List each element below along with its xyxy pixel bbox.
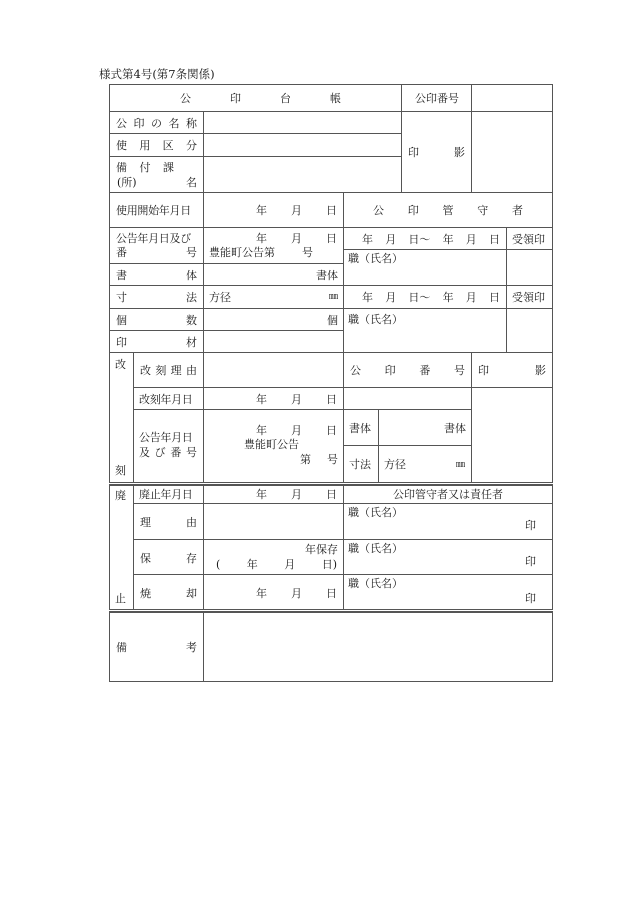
label-text: 年 <box>256 488 267 501</box>
label-text: 号 <box>327 453 338 466</box>
receipt-seal-field-1[interactable] <box>506 249 553 286</box>
label-text: 公 <box>350 364 361 377</box>
seal-impression-label <box>401 111 472 193</box>
label-text: 印 <box>133 117 145 130</box>
recarving-dimension-field[interactable] <box>378 445 472 483</box>
label-text: 年 <box>256 424 267 437</box>
recarving-side-label <box>109 352 134 483</box>
label-text: 月 <box>465 291 477 304</box>
label-text: ㎜ <box>328 292 338 302</box>
label-text: 数 <box>186 314 197 327</box>
label-text: 及 <box>139 446 150 459</box>
label-text: 書体 <box>349 422 371 435</box>
incineration-date-field[interactable] <box>203 574 344 610</box>
label-text: 日 <box>326 204 337 217</box>
remarks-label <box>109 612 204 682</box>
custodian-header <box>343 192 553 228</box>
label-text: 番 <box>419 364 431 377</box>
recarving-announce-field[interactable] <box>203 409 344 483</box>
material-label <box>109 330 204 353</box>
label-text: 理 <box>170 364 182 377</box>
label-text: 印 <box>478 364 489 377</box>
label-text: 職（氏名） <box>348 252 403 265</box>
recarving-date-label <box>133 387 204 410</box>
label-text: 改 <box>115 358 126 371</box>
seal-impression-field[interactable] <box>471 111 553 193</box>
label-text: 改 <box>140 364 151 377</box>
label-text: 方径 <box>384 458 406 471</box>
label-text: 焼 <box>140 587 151 600</box>
recarving-date-field[interactable] <box>203 387 344 410</box>
label-text: 個 <box>327 314 338 327</box>
label-text: 存 <box>186 552 197 565</box>
typeface-field[interactable] <box>203 263 344 286</box>
label-text: 課 <box>163 161 174 174</box>
label-text: 印 <box>407 204 419 217</box>
label-text: 受領印 <box>512 233 545 246</box>
label-text: 月 <box>291 232 302 245</box>
seal-mark: 印 <box>525 592 536 605</box>
label-text: 付 <box>139 161 151 174</box>
label-text: 廃止年月日 <box>139 488 193 501</box>
label-text: 月 <box>284 558 296 571</box>
announcement-label <box>109 227 204 264</box>
usage-start-date-field[interactable] <box>203 192 344 228</box>
seal-name-field[interactable] <box>203 111 402 134</box>
label-text: 備 <box>116 641 127 654</box>
custodian-name-field-1[interactable] <box>343 249 507 286</box>
label-text: び <box>154 446 166 459</box>
label-text: 影 <box>454 146 465 159</box>
recarving-typeface-field[interactable] <box>378 409 472 446</box>
recarving-dimension-label <box>343 445 379 483</box>
label-text: 年 <box>256 587 267 600</box>
label-text: 月 <box>385 233 397 246</box>
label-text: 名 <box>186 176 197 189</box>
incineration-label <box>133 574 204 610</box>
label-text: 公 <box>116 117 127 130</box>
label-text: 日 <box>326 393 337 406</box>
label-text: 年 <box>362 291 373 304</box>
label-text: 年 <box>256 393 267 406</box>
abolition-date-label <box>133 485 204 504</box>
label-text: 年 <box>442 291 454 304</box>
label-text: 公印番号 <box>415 92 459 105</box>
recarving-typeface-label <box>343 409 379 446</box>
label-text: 個 <box>116 314 127 327</box>
label-text: 豊能町公告第 <box>209 246 275 259</box>
label-text: 守 <box>477 204 489 217</box>
label-text: 年 <box>246 558 258 571</box>
label-text: 寸法 <box>349 458 371 471</box>
label-text: 寸 <box>116 291 127 304</box>
label-text: 材 <box>186 336 197 349</box>
label-text: 日 <box>326 424 337 437</box>
label-text: 由 <box>185 364 197 377</box>
seal-mark: 印 <box>525 519 536 532</box>
label-text: 書体 <box>444 422 466 435</box>
label-text: 区 <box>162 139 174 152</box>
custodian-period-1[interactable] <box>343 227 507 250</box>
label-text: 公 <box>373 204 384 217</box>
responsible-name-field-3[interactable] <box>343 574 553 610</box>
dimensions-label <box>109 285 204 309</box>
label-text: の <box>151 117 162 130</box>
title-char: 公 <box>180 92 191 105</box>
label-text: 名 <box>168 117 180 130</box>
label-text: 備 <box>116 161 127 174</box>
title-char: 印 <box>230 92 241 105</box>
label-text: 番 <box>170 446 182 459</box>
label-text: 公告年月日及び <box>116 232 191 245</box>
label-text: 保 <box>140 552 151 565</box>
label-text: 年 <box>256 204 267 217</box>
label-text: 月 <box>291 488 302 501</box>
label-text: 影 <box>535 364 546 377</box>
label-text: 公印管守者又は責任者 <box>393 488 503 501</box>
title-char: 台 <box>280 92 291 105</box>
label-text: 日 <box>326 587 337 600</box>
abolition-side-label <box>109 485 134 610</box>
label-text: 月 <box>385 291 397 304</box>
label-text: 印 <box>408 146 419 159</box>
label-text: 公告年月日 <box>139 431 193 444</box>
label-text: 日 <box>488 291 500 304</box>
receipt-seal-label-1 <box>506 227 553 250</box>
label-text: 由 <box>186 516 197 529</box>
recarving-announce-label <box>133 409 204 483</box>
label-text: 職（氏名） <box>348 313 403 326</box>
storage-field[interactable] <box>203 539 344 575</box>
receipt-seal-field-2[interactable] <box>506 308 553 353</box>
material-field[interactable] <box>203 330 344 353</box>
recarving-seal-number-label <box>343 352 472 388</box>
recarving-impression-field[interactable] <box>471 387 553 483</box>
label-text: 番 <box>116 246 127 259</box>
label-text: 考 <box>186 641 197 654</box>
label-text: 職（氏名） <box>348 577 403 590</box>
custodian-name-field-2[interactable] <box>343 308 507 353</box>
label-text: 使用開始年月日 <box>116 204 191 217</box>
label-text: ㎜ <box>455 460 465 470</box>
label-text: (所) <box>117 176 137 189</box>
label-text: 書体 <box>316 269 338 282</box>
label-text: 年 <box>256 232 267 245</box>
responsible-header <box>343 485 553 504</box>
recarving-reason-field[interactable] <box>203 352 344 388</box>
quantity-label <box>109 308 204 331</box>
label-text: 刻 <box>155 364 167 377</box>
abolition-reason-label <box>133 503 204 540</box>
label-text: 刻 <box>115 464 126 477</box>
typeface-label <box>109 263 204 286</box>
custodian-period-2[interactable] <box>343 285 507 309</box>
label-text: 号 <box>186 246 197 259</box>
label-text: 理 <box>140 516 151 529</box>
quantity-field[interactable] <box>203 308 344 331</box>
department-field[interactable] <box>203 156 402 193</box>
receipt-seal-label-2 <box>506 285 553 309</box>
recarving-impression-label <box>471 352 553 388</box>
label-text: 号 <box>302 246 313 259</box>
label-text: 月 <box>465 233 477 246</box>
storage-label <box>133 539 204 575</box>
label-text: 年 <box>362 233 373 246</box>
seal-name-label <box>109 111 204 134</box>
dimensions-field[interactable] <box>203 285 344 309</box>
label-text: 分 <box>185 139 197 152</box>
abolition-date-field[interactable] <box>203 485 344 504</box>
label-text: 者 <box>512 204 523 217</box>
seal-number-label <box>401 84 472 112</box>
label-text: 職（氏名） <box>348 542 403 555</box>
label-text: 却 <box>186 587 197 600</box>
announcement-field[interactable] <box>203 227 344 264</box>
label-text: 日～ <box>408 291 431 304</box>
label-text: 法 <box>186 291 197 304</box>
label-text: 号 <box>453 364 465 377</box>
label-text: 年 <box>442 233 454 246</box>
label-text: 称 <box>186 117 197 130</box>
title-char: 帳 <box>330 92 341 105</box>
usage-category-field[interactable] <box>203 133 402 157</box>
label-text: ( <box>216 558 221 571</box>
label-text: 豊能町公告 <box>244 438 299 451</box>
label-text: 月 <box>291 424 302 437</box>
label-text: 日 <box>488 233 500 246</box>
form-caption: 様式第4号(第7条関係) <box>99 67 215 81</box>
usage-category-label <box>109 133 204 157</box>
seal-mark: 印 <box>525 555 536 568</box>
label-text: 用 <box>139 139 151 152</box>
label-text: 書 <box>116 269 127 282</box>
label-text: 方径 <box>209 291 231 304</box>
label-text: 日) <box>321 558 337 571</box>
label-text: 日～ <box>408 233 431 246</box>
responsible-name-field-1[interactable] <box>343 503 553 540</box>
recarving-reason-label <box>133 352 204 388</box>
label-text: 年保存 <box>305 543 338 556</box>
abolition-reason-field[interactable] <box>203 503 344 540</box>
label-text: 止 <box>115 592 126 605</box>
label-text: 月 <box>291 204 302 217</box>
label-text: 印 <box>384 364 396 377</box>
label-text: 職（氏名） <box>348 506 403 519</box>
label-text: 改刻年月日 <box>139 393 193 406</box>
label-text: 体 <box>186 269 197 282</box>
label-text: 日 <box>326 488 337 501</box>
label-text: 日 <box>326 232 337 245</box>
recarving-seal-number-field[interactable] <box>343 387 472 410</box>
ledger-title-cell <box>109 84 402 112</box>
label-text: 管 <box>442 204 454 217</box>
label-text: 印 <box>116 336 127 349</box>
label-text: 月 <box>291 393 302 406</box>
label-text: 使 <box>116 139 127 152</box>
remarks-field[interactable] <box>203 612 553 682</box>
responsible-name-field-2[interactable] <box>343 539 553 575</box>
label-text: 号 <box>185 446 197 459</box>
seal-number-field[interactable] <box>471 84 553 112</box>
label-text: 廃 <box>115 489 126 502</box>
label-text: 受領印 <box>512 291 545 304</box>
department-label <box>109 156 204 193</box>
label-text: 月 <box>291 587 302 600</box>
usage-start-label <box>109 192 204 228</box>
label-text: 第 <box>300 453 311 466</box>
